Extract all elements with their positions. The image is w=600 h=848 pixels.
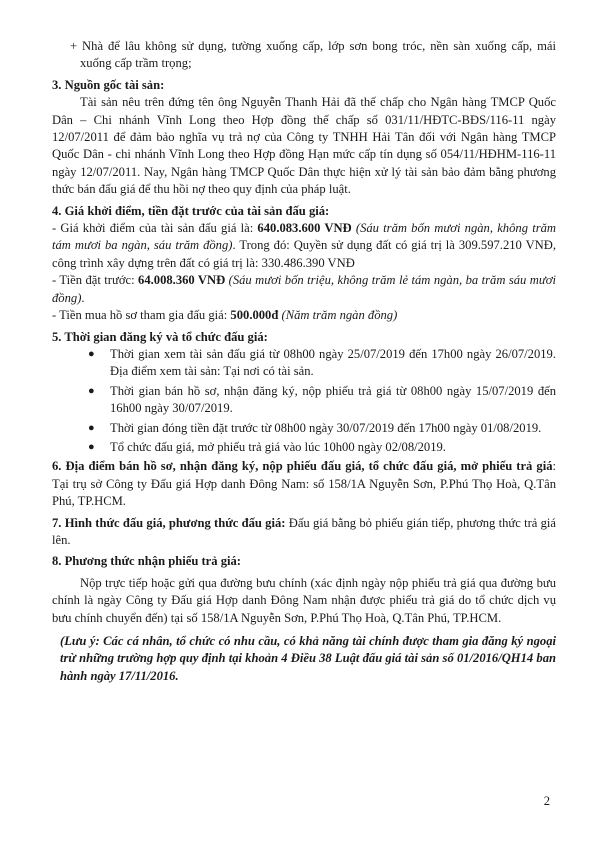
bullet-icon: ● bbox=[88, 440, 95, 453]
bullet-icon: ● bbox=[88, 347, 95, 360]
section-3-title: 3. Nguồn gốc tài sản: bbox=[52, 77, 165, 92]
list-item bbox=[88, 420, 556, 437]
section-4-title: 4. Giá khởi điểm, tiền đặt trước của tài sản đấu giá: bbox=[52, 203, 330, 218]
fee-words: (Năm trăm ngàn đồng) bbox=[278, 308, 398, 323]
deposit-value: 64.008.360 VNĐ bbox=[138, 273, 226, 288]
start-price-label: - Giá khởi điểm của tài sản đấu giá là: bbox=[52, 221, 258, 236]
section-8-title: 8. Phương thức nhận phiếu trả giá: bbox=[52, 554, 241, 569]
schedule-item-text: Tổ chức đấu giá, mở phiếu trả giá vào lúc 10h00 ngày 02/08/2019. bbox=[110, 439, 446, 454]
start-price-words: (Sáu trăm bốn mươi ngàn, không trăm tám mươi ba ngàn, sáu trăm đồng) bbox=[52, 221, 556, 253]
section-7-paragraph bbox=[52, 515, 556, 550]
section-6-paragraph bbox=[52, 458, 556, 510]
list-item bbox=[88, 439, 556, 456]
schedule-item-text: Thời gian đóng tiền đặt trước từ 08h00 ngày 30/07/2019 đến 17h00 ngày 01/08/2019. bbox=[110, 420, 542, 435]
schedule-item-text: Thời gian xem tài sản đấu giá từ 08h00 ngày 25/07/2019 đến 17h00 ngày 26/07/2019. Địa điểm xem tài sản: Tại nơi có tài sản. bbox=[110, 346, 556, 379]
note-paragraph: (Lưu ý: Các cá nhân, tổ chức có nhu cầu, có khả năng tài chính được tham gia đăng ký ngoại trừ những trường hợp quy định tại khoản 4 Điều 38 Luật đấu giá tài sản số 01/2016/QH14 ban hành ngày 17/11/2016. bbox=[60, 634, 556, 683]
deposit-words: (Sáu mươi bốn triệu, không trăm lẻ tám ngàn, ba trăm sáu mươi đồng) bbox=[52, 273, 556, 305]
deposit-end: . bbox=[81, 290, 85, 305]
start-price-value: 640.083.600 VNĐ bbox=[257, 221, 352, 236]
start-price-detail: . Trong đó: Quyền sử dụng đất có giá trị là 309.597.210 VNĐ, công trình xây dựng trên đất có giá trị là: 330.486.390 VNĐ bbox=[52, 238, 557, 270]
bullet-icon: ● bbox=[88, 421, 95, 434]
fee-label: - Tiền mua hồ sơ tham gia đấu giá: bbox=[52, 308, 231, 323]
fee-paragraph bbox=[52, 307, 556, 324]
bullet-icon: ● bbox=[88, 384, 95, 397]
list-item bbox=[88, 383, 556, 418]
start-price-paragraph bbox=[52, 220, 556, 272]
deposit-label: - Tiền đặt trước: bbox=[52, 273, 139, 288]
section-8-body: Nộp trực tiếp hoặc gửi qua đường bưu chính (xác định ngày nộp phiếu trả giá qua đường bưu chính là ngày Công ty Đấu giá Hợp danh Đông Nam nhận được phiếu trả giá do tổ chức dịch vụ bưu chính chuyển đến) tại số 158/1A Nguyễn Sơn, P.Phú Thọ Hoà, Q.Tân Phú, TP.HCM. bbox=[52, 575, 556, 625]
section-6-body: : Tại trụ sở Công ty Đấu giá Hợp danh Đông Nam: số 158/1A Nguyễn Sơn, P.Phú Thọ Hoà, Q.Tân Phú, TP.HCM. bbox=[52, 459, 556, 509]
page-number: 2 bbox=[543, 794, 550, 808]
schedule-list bbox=[52, 346, 556, 456]
section-6-title: 6. Địa điểm bán hồ sơ, nhận đăng ký, nộp phiếu đấu giá, tổ chức đấu giá, mở phiếu trả giá bbox=[52, 459, 553, 474]
fee-value: 500.000đ bbox=[230, 308, 279, 323]
schedule-item-text: Thời gian bán hồ sơ, nhận đăng ký, nộp phiếu trả giá từ 08h00 ngày 15/07/2019 đến 16h00 ngày 30/07/2019. bbox=[110, 383, 556, 416]
section-7-body: Đấu giá bằng bỏ phiếu gián tiếp, phương thức trả giá lên. bbox=[52, 515, 556, 547]
list-item bbox=[88, 346, 556, 381]
intro-item: + Nhà để lâu không sử dụng, tường xuống cấp, lớp sơn bong tróc, nền sàn xuống cấp, mái xuống cấp trầm trọng; bbox=[70, 39, 556, 71]
section-3-body: Tài sản nêu trên đứng tên ông Nguyễn Thanh Hải đã thế chấp cho Ngân hàng TMCP Quốc Dân – Chi nhánh Vĩnh Long theo Hợp đồng thế chấp số 031/11/HĐTC-BĐS/116-11 ngày 12/07/2011 để đảm bảo nghĩa vụ trả nợ của Công ty TNHH Hải Tân đối với Ngân hàng TMCP Quốc Dân - chi nhánh Vĩnh Long theo Hợp đồng Hạn mức cấp tín dụng số 054/11/HĐHM-116-11 ngày 12/07/2011. Nay, Ngân hàng TMCP Quốc Dân thực hiện xử lý tài sản bảo đảm bằng phương thức bán đấu giá để thu hồi nợ theo quy định của pháp luật. bbox=[52, 95, 556, 197]
section-5-title: 5. Thời gian đăng ký và tổ chức đấu giá: bbox=[52, 329, 268, 344]
deposit-paragraph bbox=[52, 272, 556, 307]
section-7-title: 7. Hình thức đấu giá, phương thức đấu giá: bbox=[52, 515, 286, 530]
